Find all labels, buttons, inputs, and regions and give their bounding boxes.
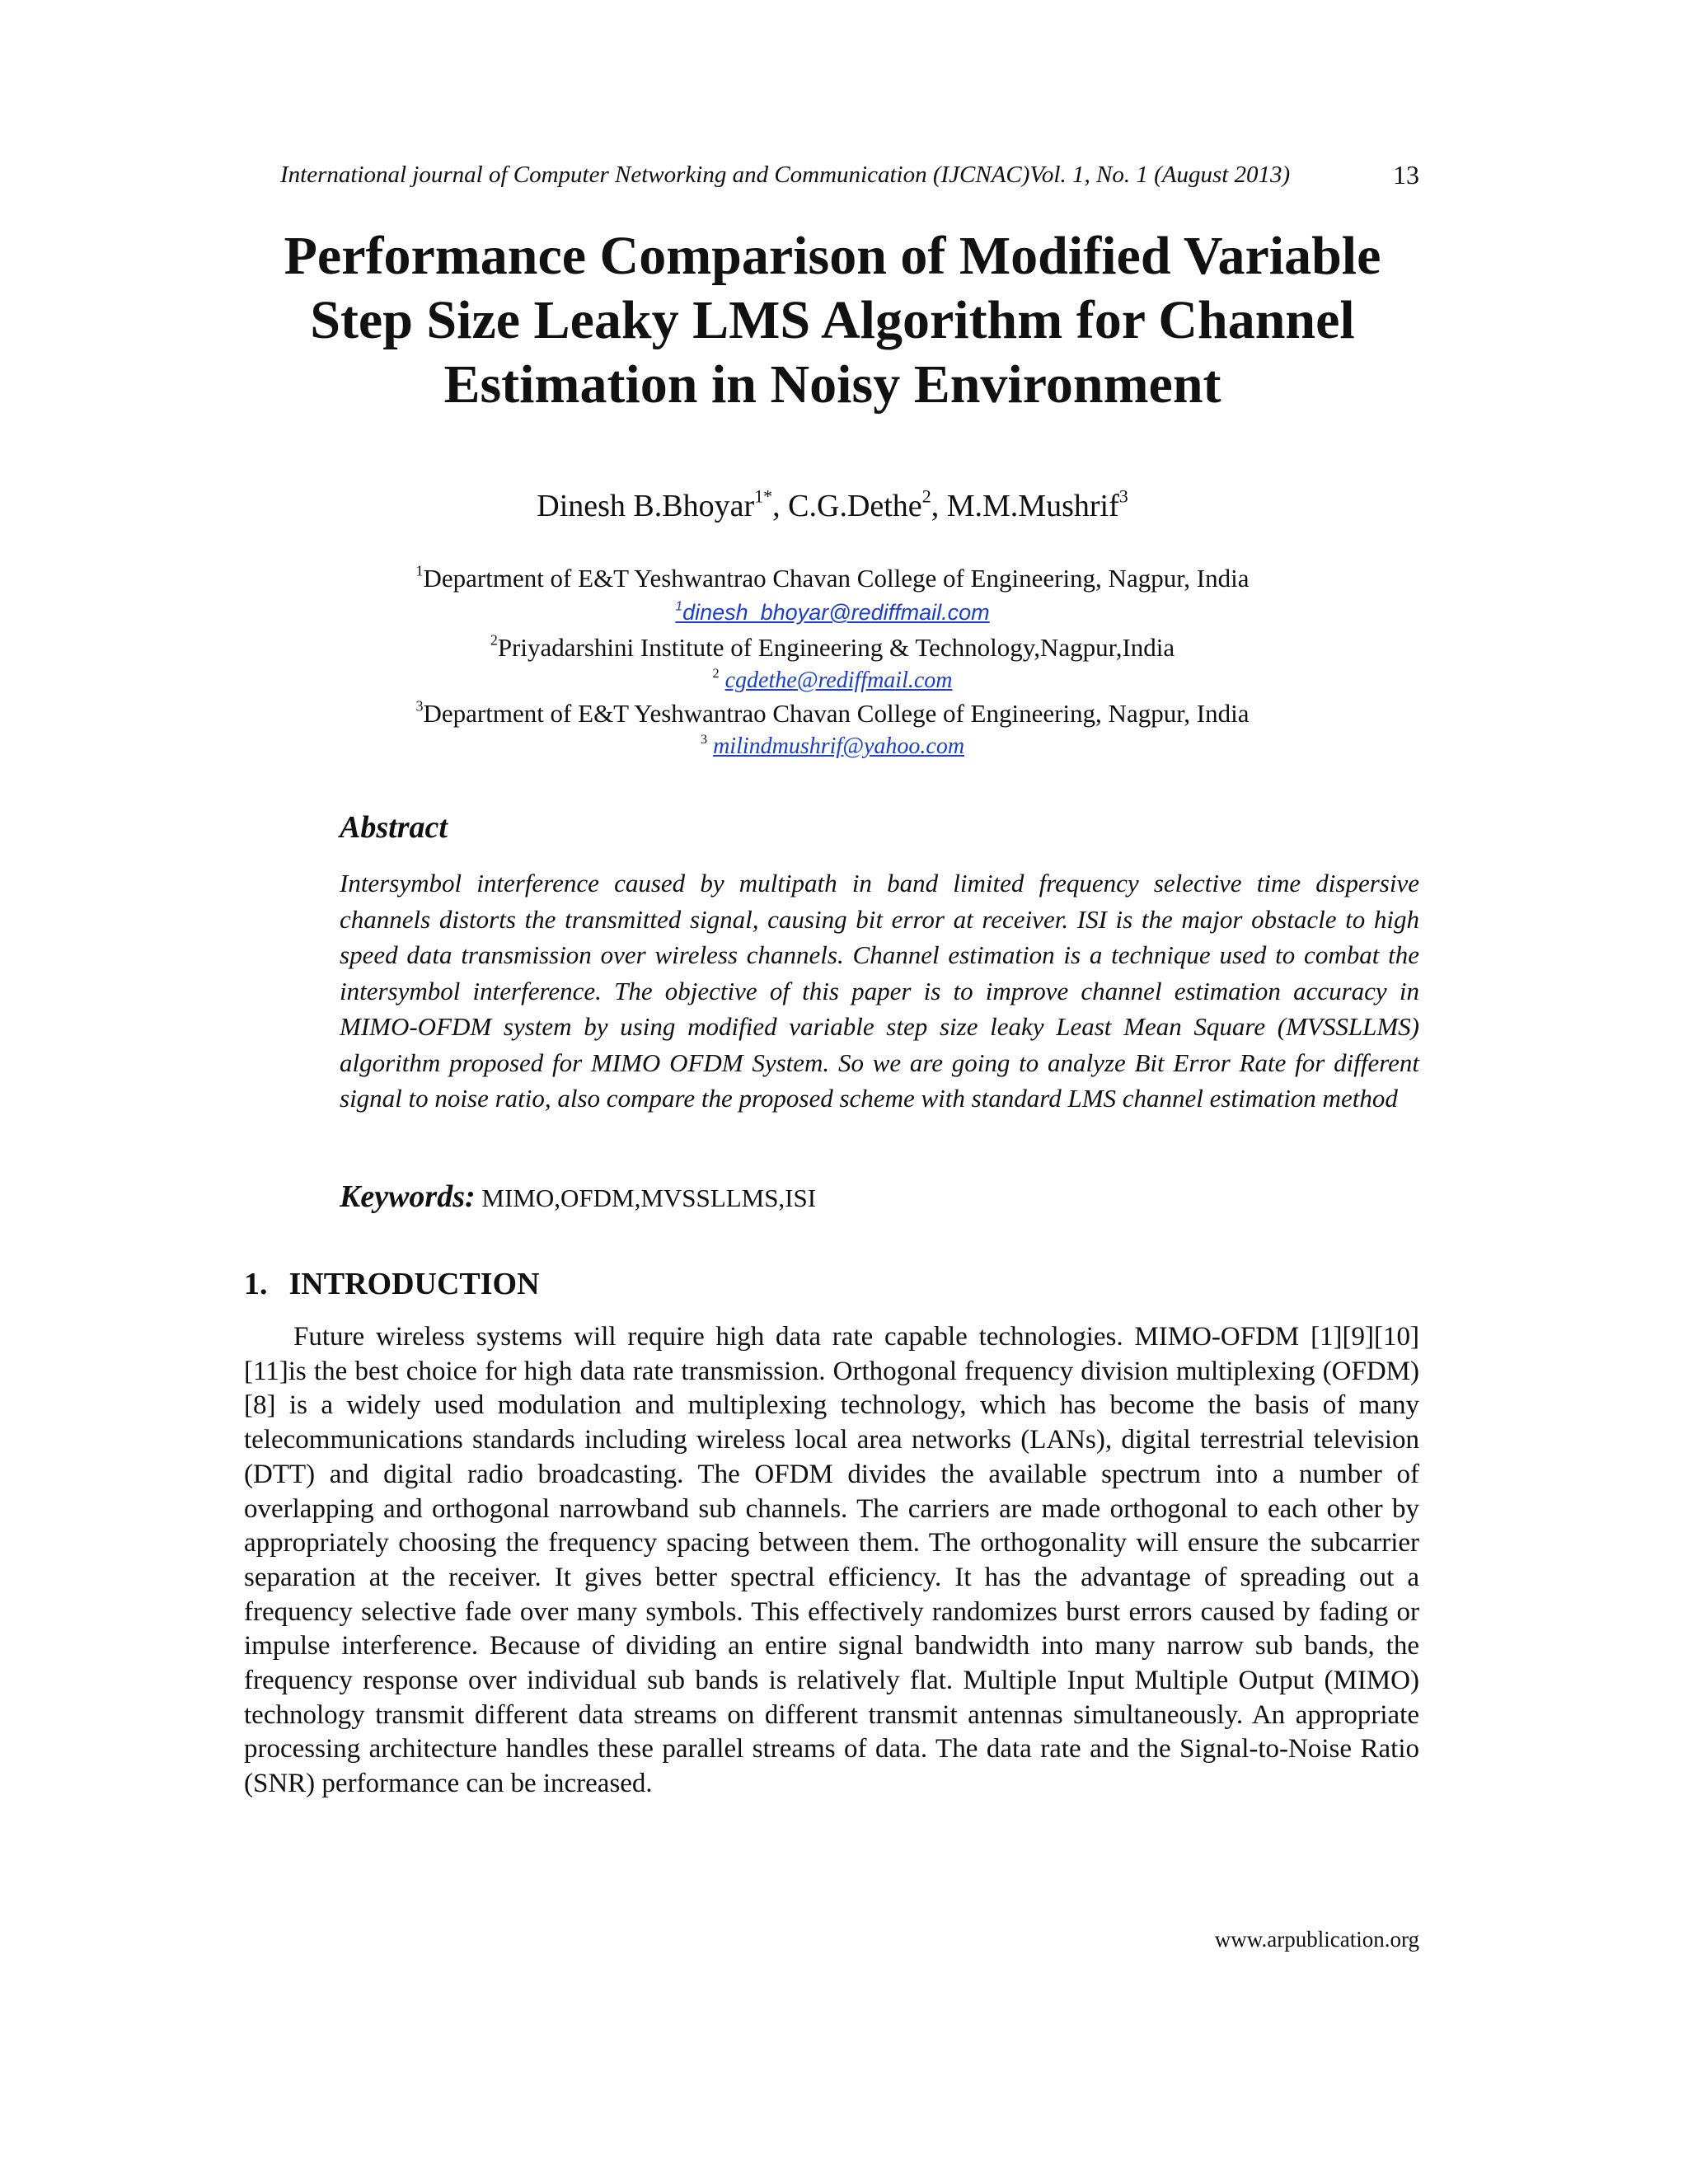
email-1 [214,600,1451,626]
author-list [214,485,1451,524]
email-superscript: 1 [675,599,683,614]
affiliation-superscript: 3 [415,697,424,715]
author-superscript: 1* [754,485,773,507]
title-line-1: Performance Comparison of Modified Variable [284,226,1381,286]
author-name: Dinesh B.Bhoyar [537,489,755,523]
affiliation-superscript: 1 [415,562,424,579]
paper-title [214,224,1451,417]
email-link-1[interactable] [675,600,989,625]
email-superscript: 3 [700,731,708,747]
abstract-body: Intersymbol interference caused by multipath in band limited frequency selective time dispersive channels distorts the transmitted signal, causing bit error at receiver. ISI is the major obstacle to high speed data transmission over wireless channels. Channel estimation is a technique used to combat the intersymbol interference. The objective of this paper is to improve channel estimation accuracy in MIMO-OFDM system by using modified variable step size leaky Least Mean Square (MVSSLLMS) algorithm proposed for MIMO OFDM System. So we are going to analyze Bit Error Rate for different signal to noise ratio, also compare the proposed scheme with standard LMS channel estimation method [340,869,1419,1113]
author-name: C.G.Dethe [788,489,922,523]
email-superscript: 2 [712,665,720,681]
affiliation-2 [214,633,1451,663]
title-line-3: Estimation in Noisy Environment [443,354,1221,415]
email-address: dinesh_bhoyar@rediffmail.com [682,600,990,625]
footer-url: www.arpublication.org [1214,1927,1419,1952]
affiliation-superscript: 2 [490,631,498,649]
affiliation-text: Department of E&T Yeshwantrao Chavan College of Engineering, Nagpur, India [423,564,1250,593]
keywords-line [340,1179,816,1215]
section-title: INTRODUCTION [288,1267,540,1301]
section-heading-introduction [244,1266,540,1302]
affiliation-1 [214,564,1451,593]
introduction-body: Future wireless systems will require high data rate capable technologies. MIMO-OFDM [1][9][10][11]is the best choice for high data rate transmission. Orthogonal frequency division multiplexing (OFDM)[8] is a widely used modulation and multiplexing technology, which has become the basis of many telecommunications standards including wireless local area networks (LANs), digital terrestrial television (DTT) and digital radio broadcasting. The OFDM divides the available spectrum into a number of overlapping and orthogonal narrowband sub channels. The carriers are made orthogonal to each other by appropriately choosing the frequency spacing between them. The orthogonality will ensure the subcarrier separation at the receiver. It gives better spectral efficiency. It has the advantage of spreading out a frequency selective fade over many symbols. This effectively randomizes burst errors caused by fading or impulse interference. Because of dividing an entire signal bandwidth into many narrow sub bands, the frequency response over individual sub bands is relatively flat. Multiple Input Multiple Output (MIMO) technology transmit different data streams on different transmit antennas simultaneously. An appropriate processing architecture handles these parallel streams of data. The data rate and the Signal-to-Noise Ratio (SNR) performance can be increased. [244,1322,1419,1799]
email-3 [214,733,1451,760]
author-superscript: 2 [921,485,931,507]
page-number: 13 [1393,160,1419,190]
author-separator: , [772,489,789,523]
affiliation-3 [214,699,1451,729]
email-link-2[interactable]: cgdethe@rediffmail.com [724,668,953,693]
section-number: 1. [244,1267,268,1301]
email-link-3[interactable]: milindmushrif@yahoo.com [713,733,965,759]
keywords-label: Keywords: [340,1179,476,1214]
running-header: International journal of Computer Networking and Communication (IJCNAC)Vol. 1, No. 1 (August 2013) [280,162,1291,188]
email-2 [214,665,1451,694]
keywords-value: MIMO,OFDM,MVSSLLMS,ISI [475,1183,817,1212]
title-line-2: Step Size Leaky LMS Algorithm for Channel [310,290,1355,350]
author-separator: , [931,489,947,523]
affiliation-text: Department of E&T Yeshwantrao Chavan College of Engineering, Nagpur, India [423,699,1250,728]
affiliation-text: Priyadarshini Institute of Engineering & Technology,Nagpur,India [497,633,1175,662]
abstract-heading: Abstract [340,810,448,845]
author-name: M.M.Mushrif [946,489,1119,523]
author-superscript: 3 [1118,485,1128,507]
